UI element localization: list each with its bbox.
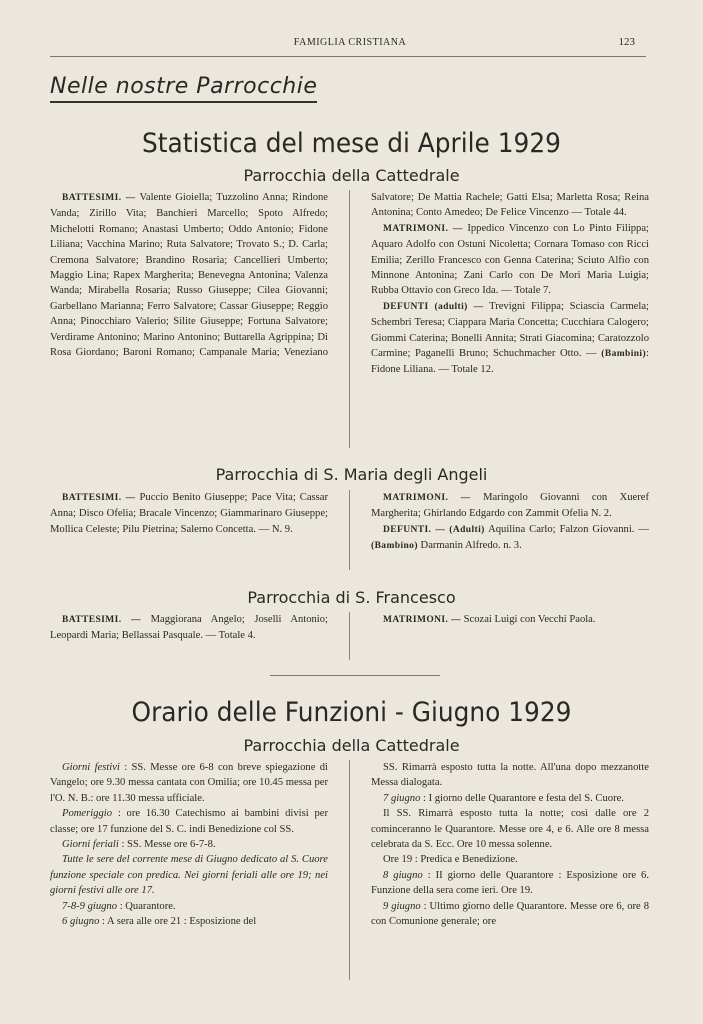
francesco-heading: Parrocchia di S. Francesco [247,588,456,607]
schedule-label: Giorni festivi [62,762,120,773]
cattedrale-stats [50,190,650,448]
schedule-entry [50,852,328,898]
angeli-battesimi: BATTESIMI. — Puccio Benito Giuseppe; Pace Vita; Cassar Anna; Disco Ofelia; Bracale Vincenzo; Giammarinaro Giuseppe; Mollica Celeste; Pilu Pietrina; Salerno Concetta. — N. 9. [50,492,329,535]
cattedrale-battesimi: BATTESIMI. — Valente Gioiella; Tuzzolino Anna; Rindone Vanda; Zirillo Vita; Banchieri Marcello; Spoto Alfredo; Michelotti Romano; Anastasi Umberto; Oddo Antonio; Fidone Liliana; Vacchina Marino; Ruta Salvatore; Trovato S.; D. Carla; Cremona Salvatore; Brandino Rosaria; Cancellieri Umberto; Maggio Lina; Rapex Margherita; Benevegna Antonina; Valenza Wanda; Mirabella Rosaria; Russo Giuseppe; Cilea Giovanni; Garbellano Marianna; Ferro Salvatore; Cassar Giuseppe; Reggio Anna; Pinocchiaro Valerio; Silite Giuseppe; Fortuna Salvatore; Verdirame Antonino; Marino Antonino; Buttarella Agrippina; Di Rosa Giordano; Baroni Romano; Campanale Maria; Veneziano Salvatore; De Mattia Rachele; Gatti Elsa; Marletta Rosa; Reina Antonina; Conto Amedeo; De Felice Vincenzo — Totale 44. [50,192,649,359]
running-head: FAMIGLIA CRISTIANA [293,37,407,48]
schedule-text: Il SS. Rimarrà esposto tutta la notte; così dalle ore 2 cominceranno le Quarantore. Messe ore 4, e 6. Alle ore 8 messa celebrata da S. Ecc. Ore 10 messa solenne. [371,808,649,851]
schedule-label: 6 giugno [62,916,100,928]
column-divider [349,612,350,660]
page-number: 123 [618,36,635,48]
schedule-entry [371,868,649,899]
francesco-left [50,612,328,660]
angeli-defunti: DEFUNTI. — (Adulti) Aquilina Carlo; Falzon Giovanni. — (Bambino) Darmanin Alfredo. n. 3. [371,523,649,552]
orario-right-column [371,760,649,980]
schedule-text: : I giorno delle Quarantore e festa del S. Cuore. [423,792,624,804]
orario-heading: Parrocchia della Cattedrale [243,736,460,755]
schedule-label: 7 giugno [383,792,421,804]
cattedrale-text [50,190,649,448]
angeli-heading: Parrocchia di S. Maria degli Angeli [215,465,488,484]
schedule-entry [50,837,328,852]
cattedrale-defunti: DEFUNTI (adulti) — Trevigni Filippa; Sciascia Carmela; Schembri Teresa; Ciappara Maria Concetta; Cucchiara Calogero; Giommi Caterina; Bonelli Annita; Strati Giacomina; Caratozzolo Carmine; Paganelli Bruno; Schuchmacher Otto. — (Bambini): Fidone Liliana. — Totale 12. [371,300,649,376]
orario-schedule [50,760,650,980]
schedule-label: Pomeriggio [62,808,113,820]
cattedrale-heading: Parrocchia della Cattedrale [243,166,460,185]
schedule-label: Giorni feriali [62,839,119,851]
schedule-text: : Ultimo giorno delle Quarantore. Messe ore 6, ore 8 con Comunione generale; ore [371,900,649,928]
orario-left-column [50,760,328,980]
schedule-entry [371,760,649,791]
schedule-entry [50,914,328,929]
section-rule [270,675,440,676]
cattedrale-matrimoni: MATRIMONI. — Ippedico Vincenzo con Lo Pinto Filippa; Aquaro Adolfo con Ostuni Nicoletta; Cornara Tomaso con Ricci Emilia; Zerillo Francesco con Genna Caterina; Sciuto Alfio con Minnone Antonina; Zani Carlo con De Mori Maria Luigia; Rubba Ottavio con Greco Ida. — Totale 7. [371,222,649,297]
schedule-text: Ore 19 : Predica e Benedizione. [383,854,518,866]
schedule-entry [371,899,649,930]
schedule-text: : II giorno delle Quarantore : Esposizione ore 6. Funzione della sera come ieri. Ore 19. [371,869,649,897]
schedule-entry [50,806,328,837]
schedule-text: : SS. Messe ore 6-7-8. [121,839,216,851]
schedule-entry [50,760,328,806]
francesco-right [371,612,649,660]
schedule-label: 8 giugno [383,869,423,881]
schedule-text: SS. Rimarrà esposto tutta la notte. All'una dopo mezzanotte Messa dialogata. [371,762,649,789]
orario-title: Orario delle Funzioni - Giugno 1929 [131,697,572,728]
angeli-stats [50,490,650,570]
schedule-entry [371,791,649,806]
statistica-title: Statistica del mese di Aprile 1929 [142,128,561,159]
header-rule [50,56,646,57]
francesco-battesimi: BATTESIMI. — Maggiorana Angelo; Joselli Antonio; Leopardi Maria; Bellassai Pasquale. — Totale 4. [50,614,328,642]
section-title: Nelle nostre Parrocchie [50,74,317,103]
schedule-entry [371,852,649,867]
francesco-stats [50,612,650,660]
francesco-matrimoni: MATRIMONI. — Scozai Luigi con Vecchi Paola. [383,614,596,625]
angeli-text [50,490,649,570]
schedule-text: : ore 16.30 Catechismo ai bambini divisi per classe; ore 17 funzione del S. C. indi Benedizione col SS. [50,808,328,835]
schedule-text: : A sera alle ore 21 : Esposizione del [102,916,257,928]
schedule-text: : SS. Messe ore 6-8 con breve spiegazione di Vangelo; ore 9.30 messa cantata con Omilia; ore 10.45 messa per l'O. N. B.: ore 11.30 messa ufficiale. [50,762,328,804]
angeli-matrimoni: MATRIMONI. — Maringolo Giovanni con Xueref Margherita; Ghirlando Edgardo con Zammit Ofelia N. 2. [371,492,649,520]
schedule-text: : Quarantore. [119,900,176,912]
schedule-entry [371,806,649,852]
column-divider [349,760,350,980]
schedule-text: Tutte le sere del corrente mese di Giugno dedicato al S. Cuore funzione speciale con predica. Nei giorni feriali alle ore 19; nei giorni festivi alle ore 17. [50,854,328,897]
schedule-entry [50,899,328,914]
schedule-label: 7-8-9 giugno [62,900,118,912]
schedule-label: 9 giugno [383,900,421,912]
